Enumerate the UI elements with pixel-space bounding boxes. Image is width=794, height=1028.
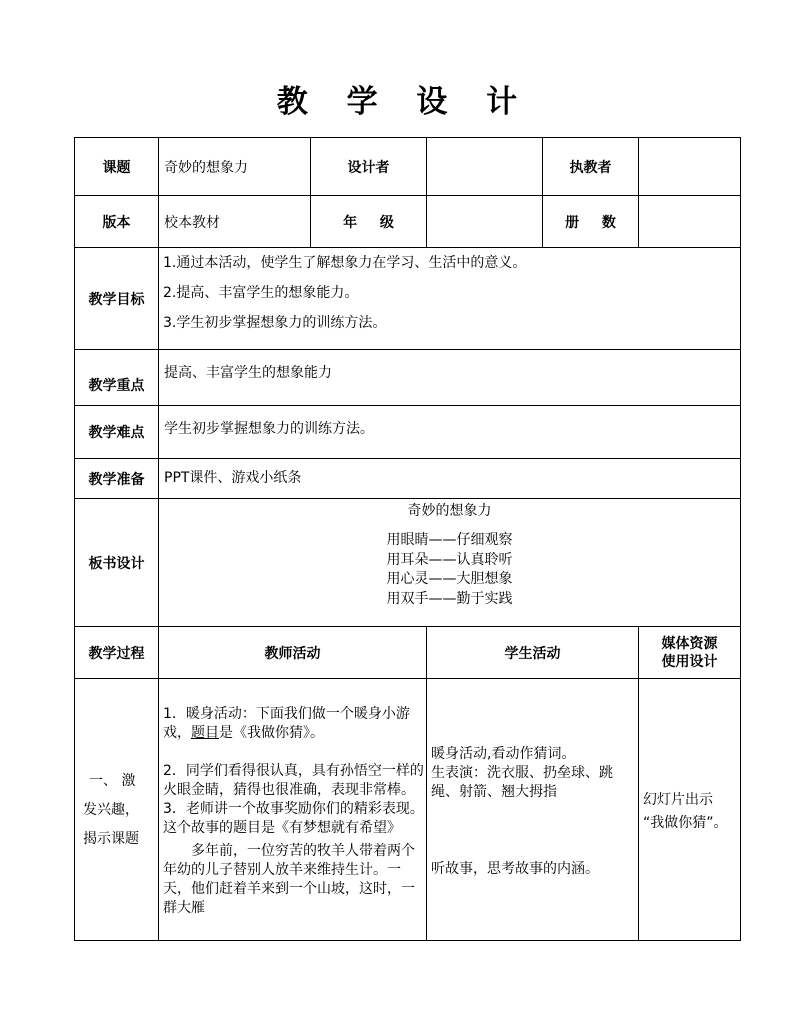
preparation-text: PPT课件、游戏小纸条 — [159, 459, 741, 499]
media-header-line: 媒体资源 — [661, 635, 718, 652]
board-line: 用眼睛——仔细观察 — [386, 532, 513, 548]
volume-label: 册 数 — [543, 196, 639, 248]
grade-value — [427, 196, 543, 248]
student-activity — [427, 679, 639, 941]
media-paragraph: 幻灯片出示 — [643, 791, 713, 808]
version-value: 校本教材 — [159, 196, 311, 248]
designer-label: 设计者 — [311, 138, 427, 196]
goal-item: 1.通过本活动，使学生了解想象力在学习、生活中的意义。 — [163, 255, 527, 271]
underlined-word: 题目 — [191, 725, 219, 741]
teacher-value — [639, 138, 741, 196]
board-design — [159, 499, 741, 627]
key-point-label: 教学重点 — [75, 350, 159, 406]
media-header — [639, 627, 741, 679]
key-point-text: 提高、丰富学生的想象能力 — [159, 350, 741, 406]
media-paragraph: “我做你猜”。 — [643, 814, 728, 831]
row-preparation — [75, 459, 741, 499]
designer-value — [427, 138, 543, 196]
student-paragraph: 生表演：洗衣服、扔垒球、跳绳、射箭、翘大拇指 — [431, 764, 613, 800]
student-paragraph: 暖身活动,看动作猜词。 — [431, 745, 576, 762]
teacher-activity — [159, 679, 427, 941]
step-label-line: 揭示课题 — [83, 831, 139, 847]
process-label: 教学过程 — [75, 627, 159, 679]
version-label: 版本 — [75, 196, 159, 248]
teacher-paragraph: 多年前，一位穷苦的牧羊人带着两个年幼的儿子替别人放羊来维持生计。一天，他们赶着羊来到一个山坡，这时，一群大雁 — [163, 843, 415, 916]
page-title: 教 学 设 计 — [276, 84, 532, 120]
row-goals — [75, 248, 741, 350]
step-label-line: 一、 激 — [89, 773, 136, 789]
media-header-line: 使用设计 — [661, 653, 718, 670]
row-difficulty — [75, 406, 741, 459]
grade-label: 年 级 — [311, 196, 427, 248]
topic-value: 奇妙的想象力 — [159, 138, 311, 196]
goals-label: 教学目标 — [75, 248, 159, 350]
board-line: 用心灵——大胆想象 — [386, 571, 513, 587]
row-topic — [75, 138, 741, 196]
board-label: 板书设计 — [75, 499, 159, 627]
row-key-point — [75, 350, 741, 406]
difficulty-text: 学生初步掌握想象力的训练方法。 — [159, 406, 741, 459]
lesson-plan-table — [74, 137, 741, 941]
row-process-header — [75, 627, 741, 679]
row-board — [75, 499, 741, 627]
preparation-label: 教学准备 — [75, 459, 159, 499]
row-version — [75, 196, 741, 248]
volume-value — [639, 196, 741, 248]
student-activity-header: 学生活动 — [427, 627, 639, 679]
board-title: 奇妙的想象力 — [407, 503, 492, 519]
teacher-paragraph: 1．暖身活动：下面我们做一个暖身小游戏，题目是《我做你猜》。 — [163, 706, 410, 741]
difficulty-label: 教学难点 — [75, 406, 159, 459]
board-line: 用耳朵——认真聆听 — [386, 551, 513, 568]
student-paragraph: 听故事，思考故事的内涵。 — [431, 860, 599, 877]
board-line: 用双手——勤于实践 — [386, 590, 513, 607]
row-process-step — [75, 679, 741, 941]
topic-label: 课题 — [75, 138, 159, 196]
step-label — [75, 679, 159, 941]
goal-item: 2.提高、丰富学生的想象能力。 — [163, 285, 359, 301]
goal-item: 3.学生初步掌握想象力的训练方法。 — [163, 315, 387, 331]
goals-list — [159, 248, 741, 350]
teacher-paragraph: 2．同学们看得很认真，具有孙悟空一样的火眼金睛，猜得也很准确，表现非常棒。 — [163, 763, 424, 798]
step-label-line: 发兴趣， — [83, 802, 139, 818]
media-usage — [639, 679, 741, 941]
teacher-label: 执教者 — [543, 138, 639, 196]
teacher-activity-header: 教师活动 — [159, 627, 427, 679]
teacher-paragraph: 3．老师讲一个故事奖励你们的精彩表现。这个故事的题目是《有梦想就有希望》 — [163, 801, 424, 836]
